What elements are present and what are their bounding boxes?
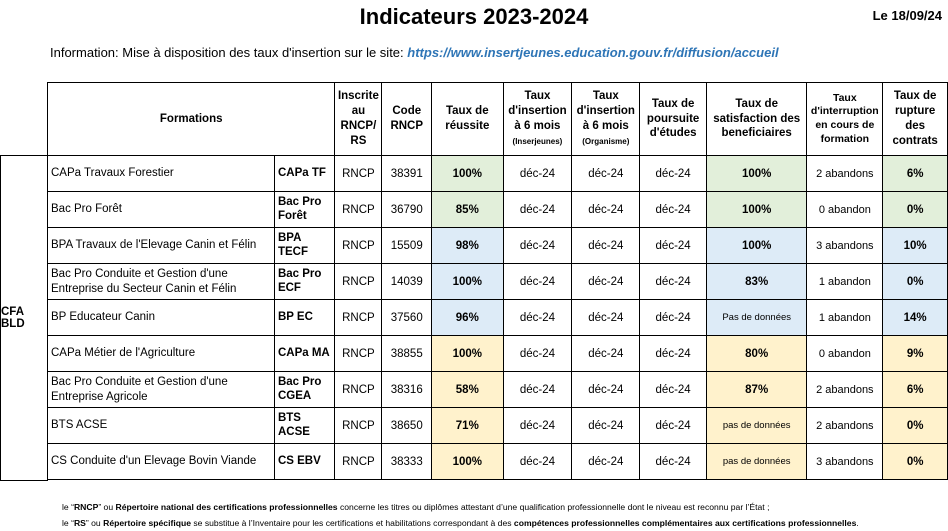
table-row xyxy=(48,300,948,336)
reussite-cell: 100% xyxy=(432,156,503,192)
header-satisfaction: Taux de satisfaction des beneficiaires xyxy=(707,83,807,156)
satisfaction-cell: 100% xyxy=(707,192,807,228)
rupture-cell: 10% xyxy=(883,228,948,264)
formation-code-cell: BTS ACSE xyxy=(274,408,334,444)
header-formations: Formations xyxy=(48,83,335,156)
interruption-cell: 0 abandon xyxy=(807,192,883,228)
poursuite-cell: déc-24 xyxy=(640,444,707,480)
info-label: Information: Mise à disposition des taux d'insertion sur le site: xyxy=(50,45,404,60)
interruption-cell: 1 abandon xyxy=(807,264,883,300)
rncp-cell: RNCP xyxy=(335,408,382,444)
rncp-cell: RNCP xyxy=(335,192,382,228)
code-rncp-cell: 38333 xyxy=(382,444,432,480)
poursuite-cell: déc-24 xyxy=(640,408,707,444)
insertion-organisme-cell: déc-24 xyxy=(572,192,640,228)
insertion-organisme-cell: déc-24 xyxy=(572,408,640,444)
table-row xyxy=(48,228,948,264)
formation-code-cell: Bac Pro CGEA xyxy=(274,372,334,408)
formation-code-cell: Bac Pro Forêt xyxy=(274,192,334,228)
insertion-organisme-cell: déc-24 xyxy=(572,372,640,408)
insertion-organisme-cell: déc-24 xyxy=(572,264,640,300)
insertion-inserjeunes-cell: déc-24 xyxy=(503,300,572,336)
reussite-cell: 58% xyxy=(432,372,503,408)
insertion-inserjeunes-cell: déc-24 xyxy=(503,264,572,300)
rncp-cell: RNCP xyxy=(335,228,382,264)
formation-cell: BPA Travaux de l'Elevage Canin et Félin xyxy=(48,228,275,264)
table-row xyxy=(48,264,948,300)
interruption-cell: 2 abandons xyxy=(807,372,883,408)
rupture-cell: 9% xyxy=(883,336,948,372)
interruption-cell: 3 abandons xyxy=(807,228,883,264)
table-row xyxy=(48,336,948,372)
insertion-inserjeunes-cell: déc-24 xyxy=(503,408,572,444)
satisfaction-cell: 83% xyxy=(707,264,807,300)
satisfaction-cell: pas de données xyxy=(707,408,807,444)
indicators-table xyxy=(47,82,948,480)
code-rncp-cell: 37560 xyxy=(382,300,432,336)
satisfaction-cell: pas de données xyxy=(707,444,807,480)
insertion-inserjeunes-cell: déc-24 xyxy=(503,372,572,408)
footnotes xyxy=(62,499,859,531)
header-rupture: Taux de rupture des contrats xyxy=(883,83,948,156)
reussite-cell: 71% xyxy=(432,408,503,444)
interruption-cell: 2 abandons xyxy=(807,156,883,192)
formation-code-cell: CS EBV xyxy=(274,444,334,480)
insertion-inserjeunes-cell: déc-24 xyxy=(503,444,572,480)
header-interruption: Taux d'interruption en cours de formation xyxy=(807,83,883,156)
insertion-inserjeunes-cell: déc-24 xyxy=(503,156,572,192)
info-line xyxy=(50,45,779,60)
insertion-organisme-cell: déc-24 xyxy=(572,228,640,264)
reussite-cell: 100% xyxy=(432,264,503,300)
interruption-cell: 3 abandons xyxy=(807,444,883,480)
table-header-row xyxy=(48,83,948,156)
insertion-organisme-cell: déc-24 xyxy=(572,336,640,372)
insertion-organisme-cell: déc-24 xyxy=(572,156,640,192)
header-reussite: Taux de réussite xyxy=(432,83,503,156)
formation-cell: CS Conduite d'un Elevage Bovin Viande xyxy=(48,444,275,480)
poursuite-cell: déc-24 xyxy=(640,336,707,372)
header-inscrite: Inscrite au RNCP/ RS xyxy=(335,83,382,156)
insertjeunes-link[interactable]: https://www.insertjeunes.education.gouv.fr/diffusion/accueil xyxy=(407,45,779,60)
satisfaction-cell: Pas de données xyxy=(707,300,807,336)
rupture-cell: 14% xyxy=(883,300,948,336)
code-rncp-cell: 38316 xyxy=(382,372,432,408)
reussite-cell: 85% xyxy=(432,192,503,228)
formation-cell: CAPa Métier de l'Agriculture xyxy=(48,336,275,372)
satisfaction-cell: 87% xyxy=(707,372,807,408)
reussite-cell: 100% xyxy=(432,336,503,372)
header-poursuite: Taux de poursuite d'études xyxy=(640,83,707,156)
code-rncp-cell: 14039 xyxy=(382,264,432,300)
rncp-cell: RNCP xyxy=(335,156,382,192)
code-rncp-cell: 38855 xyxy=(382,336,432,372)
header-code-rncp: Code RNCP xyxy=(382,83,432,156)
reussite-cell: 100% xyxy=(432,444,503,480)
formation-cell: BTS ACSE xyxy=(48,408,275,444)
poursuite-cell: déc-24 xyxy=(640,372,707,408)
interruption-cell: 2 abandons xyxy=(807,408,883,444)
cfa-group-label: CFA BLD xyxy=(0,155,48,481)
table-row xyxy=(48,408,948,444)
formation-cell: BP Educateur Canin xyxy=(48,300,275,336)
rncp-cell: RNCP xyxy=(335,372,382,408)
poursuite-cell: déc-24 xyxy=(640,228,707,264)
rncp-cell: RNCP xyxy=(335,444,382,480)
rncp-cell: RNCP xyxy=(335,300,382,336)
poursuite-cell: déc-24 xyxy=(640,192,707,228)
poursuite-cell: déc-24 xyxy=(640,300,707,336)
reussite-cell: 98% xyxy=(432,228,503,264)
page-title: Indicateurs 2023-2024 xyxy=(359,4,589,29)
header-insertion-inserjeunes: Taux d'insertion à 6 mois (Inserjeunes) xyxy=(503,83,572,156)
satisfaction-cell: 100% xyxy=(707,228,807,264)
footnote-rncp: le “RNCP” ou Répertoire national des certifications professionnelles concerne les titres ou diplômes attestant d’une qualification professionnelle dont le niveau est reconnu par l’État ; xyxy=(62,502,770,512)
insertion-organisme-cell: déc-24 xyxy=(572,444,640,480)
rupture-cell: 0% xyxy=(883,408,948,444)
formation-cell: Bac Pro Conduite et Gestion d'une Entreprise du Secteur Canin et Félin xyxy=(48,264,275,300)
table-row xyxy=(48,372,948,408)
rupture-cell: 6% xyxy=(883,156,948,192)
rupture-cell: 0% xyxy=(883,264,948,300)
interruption-cell: 0 abandon xyxy=(807,336,883,372)
header-insertion-organisme: Taux d'insertion à 6 mois (Organisme) xyxy=(572,83,640,156)
rncp-cell: RNCP xyxy=(335,264,382,300)
reussite-cell: 96% xyxy=(432,300,503,336)
insertion-organisme-cell: déc-24 xyxy=(572,300,640,336)
table-row xyxy=(48,192,948,228)
table-row xyxy=(48,444,948,480)
table-row xyxy=(48,156,948,192)
formation-code-cell: Bac Pro ECF xyxy=(274,264,334,300)
code-rncp-cell: 36790 xyxy=(382,192,432,228)
insertion-inserjeunes-cell: déc-24 xyxy=(503,192,572,228)
code-rncp-cell: 38650 xyxy=(382,408,432,444)
rupture-cell: 6% xyxy=(883,372,948,408)
insertion-inserjeunes-cell: déc-24 xyxy=(503,228,572,264)
interruption-cell: 1 abandon xyxy=(807,300,883,336)
formation-code-cell: BPA TECF xyxy=(274,228,334,264)
poursuite-cell: déc-24 xyxy=(640,264,707,300)
formation-cell: Bac Pro Forêt xyxy=(48,192,275,228)
formation-code-cell: BP EC xyxy=(274,300,334,336)
report-date: Le 18/09/24 xyxy=(872,8,942,23)
poursuite-cell: déc-24 xyxy=(640,156,707,192)
formation-cell: Bac Pro Conduite et Gestion d'une Entreprise Agricole xyxy=(48,372,275,408)
satisfaction-cell: 100% xyxy=(707,156,807,192)
satisfaction-cell: 80% xyxy=(707,336,807,372)
formation-code-cell: CAPa TF xyxy=(274,156,334,192)
rupture-cell: 0% xyxy=(883,444,948,480)
insertion-inserjeunes-cell: déc-24 xyxy=(503,336,572,372)
formation-code-cell: CAPa MA xyxy=(274,336,334,372)
code-rncp-cell: 15509 xyxy=(382,228,432,264)
footnote-rs: le “RS” ou Répertoire spécifique se substitue à l’Inventaire pour les certifications et habilitations correspondant à des compétences professionnelles complémentaires aux certifications professionnelles. xyxy=(62,518,859,528)
rncp-cell: RNCP xyxy=(335,336,382,372)
rupture-cell: 0% xyxy=(883,192,948,228)
code-rncp-cell: 38391 xyxy=(382,156,432,192)
formation-cell: CAPa Travaux Forestier xyxy=(48,156,275,192)
